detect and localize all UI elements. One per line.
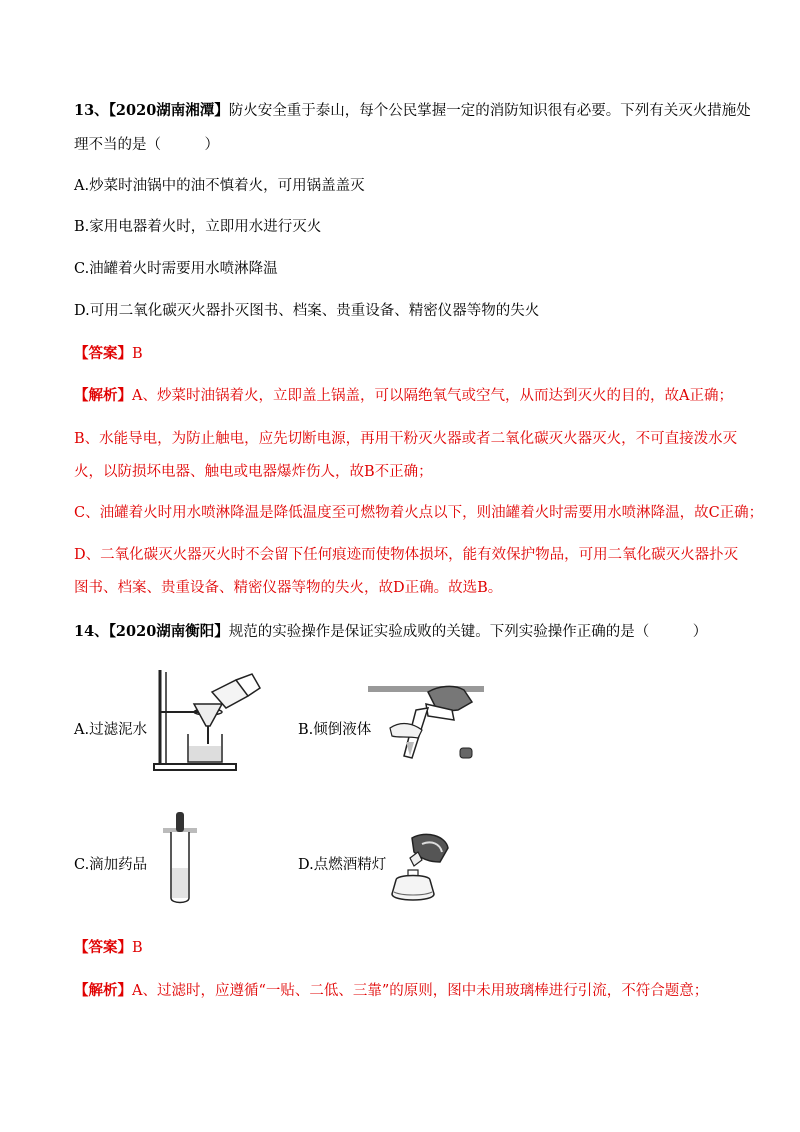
q14-analysis-tag: 【解析】: [74, 982, 132, 999]
q13-option-d: D.可用二氧化碳灭火器扑灭图书、档案、贵重设备、精密仪器等物的失火: [74, 303, 540, 319]
q14-stem-text: 规范的实验操作是保证实验成败的关键。下列实验操作正确的是（ ）: [228, 624, 708, 640]
q13-option-b: B.家用电器着火时，立即用水进行灭火: [74, 219, 322, 235]
q13-analysis-line2: B、水能导电，为防止触电，应先切断电源，再用干粉灭火器或者二氧化碳灭火器灭火，不可直接泼水灭: [74, 431, 738, 447]
q13-analysis-text-1: A、炒菜时油锅着火，立即盖上锅盖，可以隔绝氧气或空气，从而达到灭火的目的，故A正确；: [132, 388, 733, 404]
q14-analysis-line1: [74, 981, 708, 1001]
q14-option-b: B.倾倒液体: [298, 722, 372, 738]
q14-answer-tag: 【答案】: [74, 939, 132, 956]
q13-analysis-line1: [74, 386, 733, 406]
q14-option-d: D.点燃酒精灯: [298, 857, 387, 873]
figure-pouring-liquid: [368, 680, 484, 770]
q13-option-a: A.炒菜时油锅中的油不慎着火，可用锅盖盖灭: [74, 178, 365, 194]
q14-stem: [74, 622, 707, 642]
q13-answer-tag: 【答案】: [74, 345, 132, 362]
figure-filtration: [152, 666, 270, 774]
q13-analysis-line4: C、油罐着火时用水喷淋降温是降低温度至可燃物着火点以下，则油罐着火时需要用水喷淋降温，故C正确；: [74, 505, 764, 521]
q13-answer: [74, 344, 143, 364]
q14-number: 14、: [74, 623, 109, 640]
figure-alcohol-lamp: [382, 830, 462, 910]
q14-answer-value: B: [132, 940, 143, 956]
q14-option-a: A.过滤泥水: [74, 722, 148, 738]
q13-source: 【2020湖南湘潭】: [108, 102, 229, 119]
q14-analysis-text-1: A、过滤时，应遵循“一贴、二低、三靠”的原则，图中未用玻璃棒进行引流，不符合题意；: [132, 983, 709, 999]
q13-analysis-line5: D、二氧化碳灭火器灭火时不会留下任何痕迹而使物体损坏，能有效保护物品，可用二氧化碳灭火器扑灭: [74, 547, 739, 563]
q13-stem-line2: 理不当的是（ ）: [74, 137, 219, 153]
q14-option-c: C.滴加药品: [74, 857, 148, 873]
q14-answer: [74, 938, 143, 958]
q13-analysis-line6: 图书、档案、贵重设备、精密仪器等物的失火，故D正确。故选B。: [74, 580, 503, 596]
q13-number: 13、: [74, 102, 109, 119]
q13-stem-line1: [74, 101, 751, 121]
figure-dropper: [163, 808, 197, 908]
q14-source: 【2020湖南衡阳】: [108, 623, 229, 640]
q13-stem-text: 防火安全重于泰山，每个公民掌握一定的消防知识很有必要。下列有关灭火措施处: [228, 103, 751, 119]
q13-option-c: C.油罐着火时需要用水喷淋降温: [74, 261, 278, 277]
q13-analysis-tag: 【解析】: [74, 387, 132, 404]
q13-answer-value: B: [132, 346, 143, 362]
q13-analysis-line3: 火，以防损坏电器、触电或电器爆炸伤人，故B不正确；: [74, 464, 433, 480]
